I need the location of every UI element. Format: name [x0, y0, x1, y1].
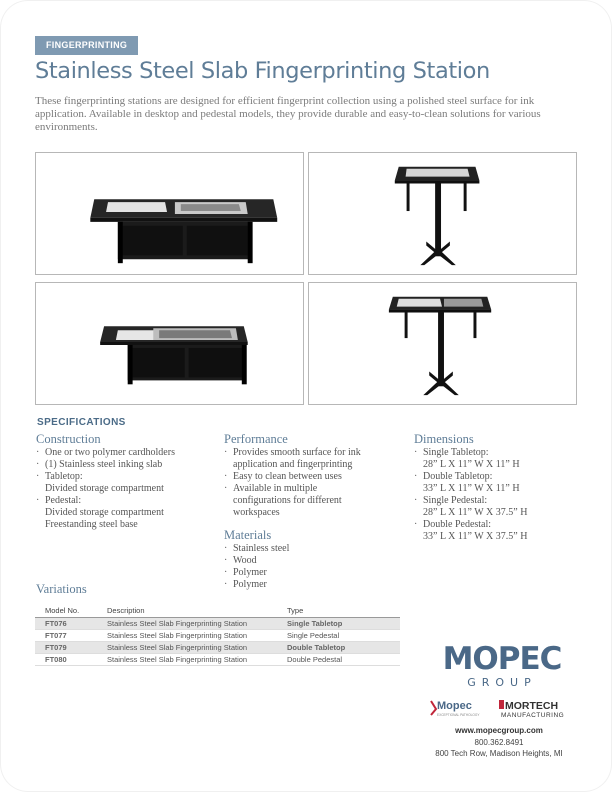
list-item-continuation: Divided storage compartment: [45, 483, 164, 494]
list-item: · Polymer: [224, 567, 267, 578]
list-item-continuation: Divided storage compartment: [45, 507, 164, 518]
logo-sub-text: GROUP: [467, 676, 537, 689]
mopec-swoosh-icon: [431, 701, 436, 715]
bullet-icon: ·: [414, 471, 418, 482]
bullet-icon: ·: [36, 447, 40, 458]
table-row: [35, 642, 400, 654]
sub-logo-mortech: MORTECH: [505, 700, 559, 712]
single-tabletop-station-image: [36, 283, 303, 404]
dimensions-section: [414, 432, 594, 543]
phone-number: 800.362.8491: [474, 737, 524, 747]
photo-single-pedestal: [308, 152, 577, 275]
bullet-icon: ·: [224, 483, 228, 494]
list-item: · Easy to clean between uses: [224, 471, 342, 482]
table-row: [35, 618, 400, 630]
table-header-row: [35, 605, 400, 618]
bullet-icon: ·: [224, 567, 228, 578]
mortech-mark-icon: [499, 700, 504, 709]
single-pedestal-station-image: [309, 153, 576, 274]
table-row: [35, 654, 400, 666]
list-item: · Provides smooth surface for ink: [224, 447, 361, 458]
bullet-icon: ·: [36, 495, 40, 506]
bullet-icon: ·: [224, 471, 228, 482]
bullet-icon: ·: [224, 447, 228, 458]
bullet-icon: ·: [414, 495, 418, 506]
dimensions-list: [414, 447, 594, 543]
bullet-icon: ·: [36, 471, 40, 482]
variations-title: Variations: [36, 582, 87, 596]
performance-list: [224, 447, 404, 519]
list-item: · Double Tabletop:: [414, 471, 493, 482]
sub-logo-mopec-tag: EXCEPTIONAL PATHOLOGY: [437, 713, 480, 717]
list-item: · Available in multiple: [224, 483, 318, 494]
double-pedestal-station-image: [309, 283, 576, 404]
materials-section: [224, 528, 404, 591]
address: 800 Tech Row, Madison Heights, MI: [435, 749, 563, 758]
category-tag: FINGERPRINTING: [35, 36, 138, 55]
list-item-continuation: 28” L X 11” W X 37.5” H: [423, 507, 528, 518]
double-tabletop-station-image: [36, 153, 303, 274]
model-cell: FT077: [35, 630, 97, 642]
table-row: [35, 630, 400, 642]
bullet-icon: ·: [414, 447, 418, 458]
type-cell: Double Pedestal: [277, 654, 400, 666]
list-item-continuation: 33” L X 11” W X 11” H: [423, 483, 520, 494]
list-item: · Stainless steel: [224, 543, 290, 554]
description-cell: Stainless Steel Slab Fingerprinting Station: [97, 654, 277, 666]
sub-logo-mortech-tag: MANUFACTURING: [501, 712, 565, 719]
page-title: Stainless Steel Slab Fingerprinting Station: [35, 58, 490, 84]
list-item-continuation: workspaces: [233, 507, 280, 518]
description-cell: Stainless Steel Slab Fingerprinting Station: [97, 630, 277, 642]
model-cell: FT076: [35, 618, 97, 630]
list-item-continuation: application and fingerprinting: [233, 459, 353, 470]
photo-double-pedestal: [308, 282, 577, 405]
list-item: · Wood: [224, 555, 257, 566]
list-item: · Polymer: [224, 579, 267, 590]
list-item: · Double Pedestal:: [414, 519, 492, 530]
column-header-description: Description: [97, 605, 277, 618]
materials-list: [224, 543, 404, 591]
column-header-type: Type: [277, 605, 400, 618]
list-item: · One or two polymer cardholders: [36, 447, 175, 458]
contact-block: [412, 725, 586, 760]
sub-logo-mopec: Mopec: [437, 700, 472, 712]
construction-section: [36, 432, 216, 531]
intro-paragraph: These fingerprinting stations are designed for efficient fingerprint collection using a polished steel surface for ink application. Available in desktop and pedestal models, they provide durable and easy-to-clean solutions for various environments.: [35, 95, 541, 133]
variations-table: [35, 605, 400, 666]
specifications-heading: SPECIFICATIONS: [37, 417, 126, 428]
model-cell: FT080: [35, 654, 97, 666]
bullet-icon: ·: [224, 579, 228, 590]
website-link[interactable]: www.mopecgroup.com: [455, 726, 543, 735]
sub-brand-logos: [427, 697, 579, 719]
type-cell: Single Pedestal: [277, 630, 400, 642]
bullet-icon: ·: [224, 555, 228, 566]
logo-main-text: MOPEC: [442, 641, 562, 677]
list-item: · Tabletop:: [36, 471, 83, 482]
model-cell: FT079: [35, 642, 97, 654]
construction-list: [36, 447, 216, 531]
description-cell: Stainless Steel Slab Fingerprinting Station: [97, 642, 277, 654]
performance-section: [224, 432, 404, 519]
photo-single-tabletop: [35, 282, 304, 405]
type-cell: Single Tabletop: [277, 618, 400, 630]
column-header-model: Model No.: [35, 605, 97, 618]
bullet-icon: ·: [224, 543, 228, 554]
mopec-group-logo: [426, 641, 578, 689]
dimensions-title: Dimensions: [414, 432, 474, 446]
construction-title: Construction: [36, 432, 101, 446]
list-item: · (1) Stainless steel inking slab: [36, 459, 163, 470]
list-item: · Single Pedestal:: [414, 495, 488, 506]
list-item-continuation: Freestanding steel base: [45, 519, 138, 530]
list-item-continuation: configurations for different: [233, 495, 342, 506]
list-item: · Single Tabletop:: [414, 447, 489, 458]
bullet-icon: ·: [414, 519, 418, 530]
materials-title: Materials: [224, 528, 272, 542]
description-cell: Stainless Steel Slab Fingerprinting Station: [97, 618, 277, 630]
list-item-continuation: 28” L X 11” W X 11” H: [423, 459, 520, 470]
photo-double-tabletop: [35, 152, 304, 275]
bullet-icon: ·: [36, 459, 40, 470]
performance-title: Performance: [224, 432, 288, 446]
list-item-continuation: 33” L X 11” W X 37.5” H: [423, 531, 528, 542]
type-cell: Double Tabletop: [277, 642, 400, 654]
list-item: · Pedestal:: [36, 495, 82, 506]
